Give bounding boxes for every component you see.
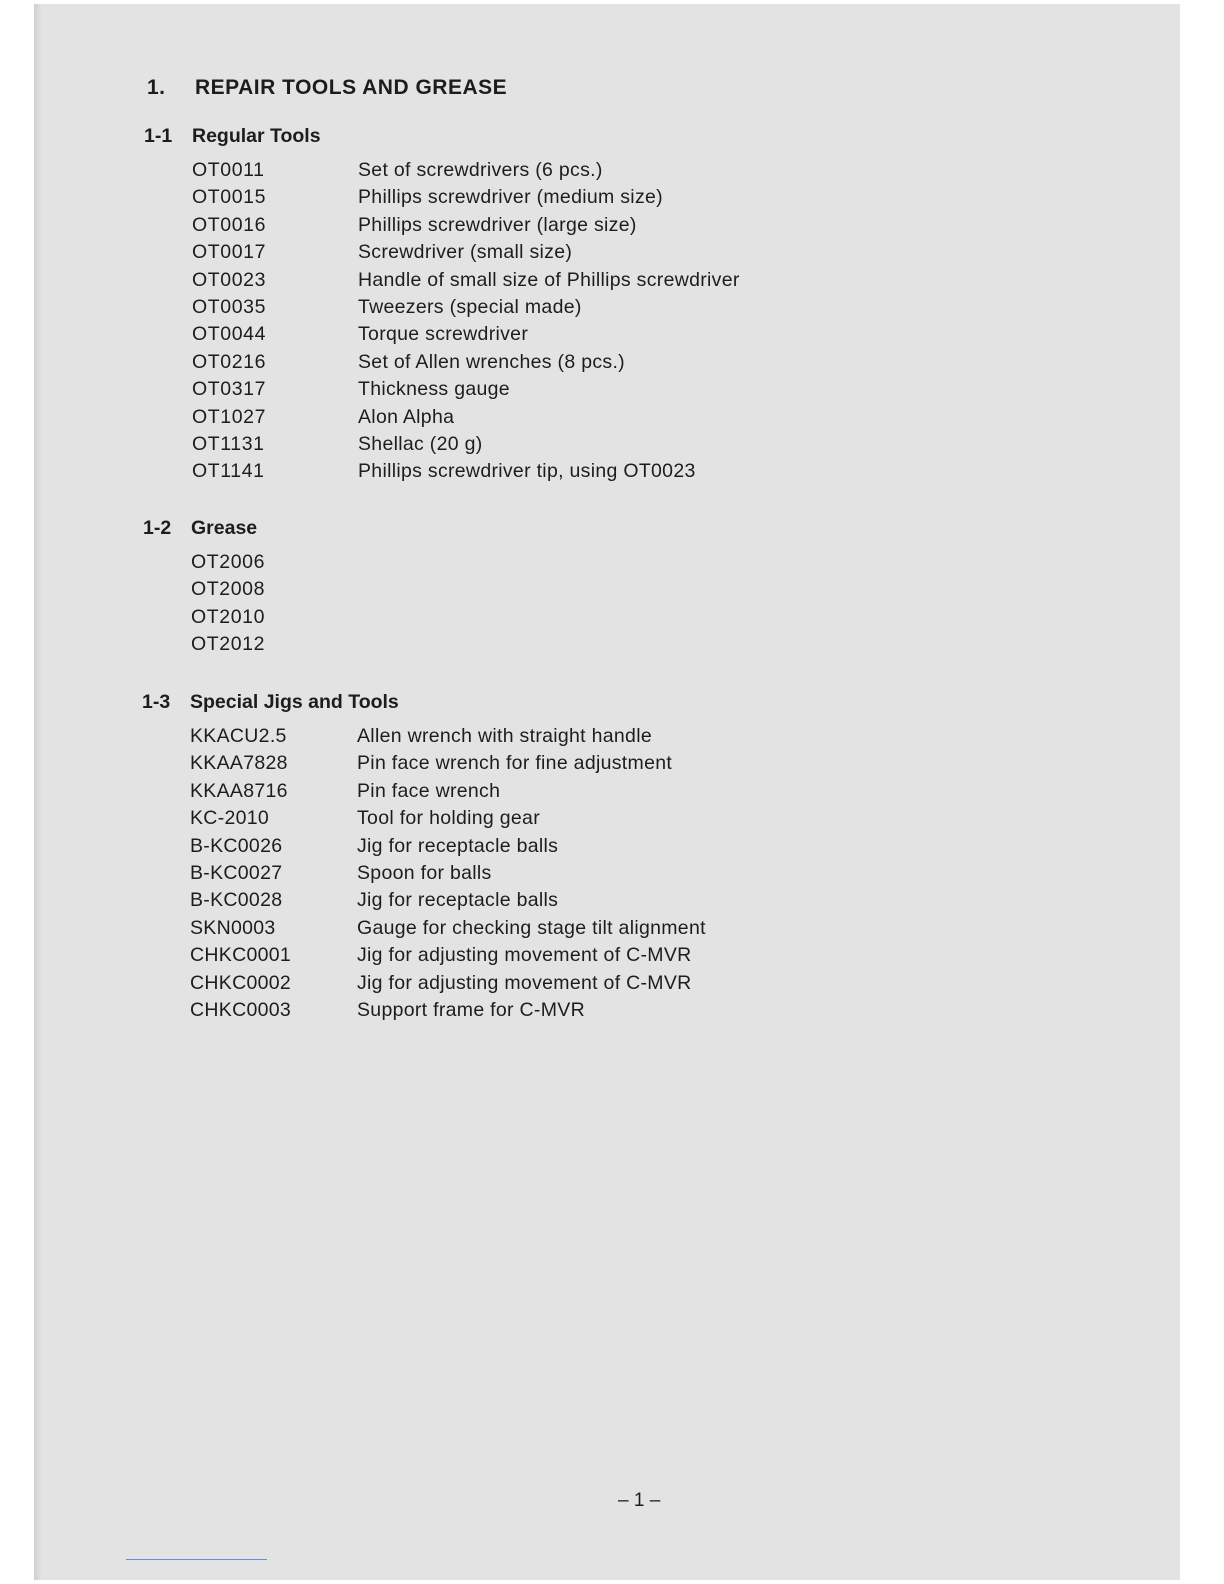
part-code: OT0317 — [192, 378, 267, 401]
section-heading — [142, 687, 706, 717]
list-item — [144, 184, 740, 211]
list-item — [142, 970, 706, 997]
part-code: OT0035 — [192, 295, 267, 318]
part-description: Phillips screwdriver tip, using OT0023 — [358, 460, 696, 483]
section-grease — [143, 513, 357, 659]
page-title-text: REPAIR TOOLS AND GREASE — [195, 76, 508, 99]
part-code: OT2012 — [191, 633, 266, 656]
part-code: KKACU2.5 — [190, 725, 287, 747]
section-title: Regular Tools — [192, 125, 321, 147]
part-code: SKN0003 — [190, 916, 276, 939]
part-code: OT0015 — [192, 186, 267, 209]
part-description: Tweezers (special made) — [358, 295, 582, 318]
list-item — [144, 404, 740, 431]
part-code: OT1027 — [192, 405, 267, 428]
list-item — [142, 887, 706, 914]
part-code: B-KC0028 — [190, 889, 283, 912]
part-code: OT0016 — [192, 213, 267, 236]
list-item — [144, 239, 740, 266]
list-item — [143, 631, 357, 658]
page-number: – 1 – — [618, 1490, 661, 1511]
part-code: OT0044 — [192, 323, 267, 346]
section-special-jigs-and-tools — [142, 687, 706, 1024]
part-description: Tool for holding gear — [357, 807, 540, 830]
part-code: KC-2010 — [190, 807, 270, 830]
part-code: OT1141 — [192, 460, 265, 483]
list-item — [142, 833, 706, 860]
part-code: OT1131 — [192, 432, 265, 455]
list-item — [142, 942, 706, 969]
part-description: Screwdriver (small size) — [358, 241, 573, 264]
list-item — [144, 458, 740, 485]
part-description: Allen wrench with straight handle — [357, 725, 652, 747]
part-code: B-KC0027 — [190, 861, 283, 884]
list-item — [144, 321, 740, 348]
part-description: Alon Alpha — [358, 405, 455, 428]
part-code: OT0011 — [192, 159, 265, 181]
list-item — [144, 431, 740, 458]
document-body — [34, 4, 1180, 1580]
jig-list — [142, 723, 706, 1024]
section-number: 1-3 — [142, 691, 171, 713]
list-item — [142, 805, 706, 832]
section-title: Grease — [191, 517, 258, 539]
part-code: OT0216 — [192, 350, 267, 373]
part-description: Set of screwdrivers (6 pcs.) — [358, 159, 603, 181]
part-code: KKAA8716 — [190, 779, 288, 802]
part-code: KKAA7828 — [190, 752, 288, 775]
part-description: Pin face wrench — [357, 779, 501, 802]
part-description: Phillips screwdriver (medium size) — [358, 186, 663, 209]
part-description: Phillips screwdriver (large size) — [358, 213, 637, 236]
part-code: CHKC0003 — [190, 998, 292, 1021]
list-item — [144, 157, 740, 184]
tool-list — [144, 157, 740, 486]
part-code: OT0017 — [192, 241, 267, 264]
list-item — [143, 604, 357, 631]
list-item — [142, 915, 706, 942]
list-item — [144, 376, 740, 403]
part-code: OT2006 — [191, 551, 266, 573]
part-description: Shellac (20 g) — [358, 432, 483, 455]
link-underline — [126, 1559, 267, 1560]
page-title-number: 1. — [147, 76, 166, 99]
part-code: OT2010 — [191, 605, 266, 628]
section-title: Special Jigs and Tools — [190, 691, 399, 713]
part-code: CHKC0001 — [190, 944, 292, 967]
part-description: Gauge for checking stage tilt alignment — [357, 916, 706, 939]
part-description: Support frame for C-MVR — [357, 998, 585, 1021]
list-item — [142, 860, 706, 887]
part-description: Pin face wrench for fine adjustment — [357, 752, 673, 775]
page-title — [147, 76, 507, 100]
part-description: Jig for receptacle balls — [357, 889, 559, 912]
part-description: Jig for receptacle balls — [357, 834, 559, 857]
section-number: 1-2 — [143, 517, 172, 539]
list-item — [142, 750, 706, 777]
part-description: Handle of small size of Phillips screwdriver — [358, 268, 740, 291]
scanned-page — [34, 4, 1180, 1580]
list-item — [144, 267, 740, 294]
section-number: 1-1 — [144, 125, 173, 147]
part-description: Thickness gauge — [358, 378, 510, 401]
part-description: Set of Allen wrenches (8 pcs.) — [358, 350, 625, 373]
part-description: Spoon for balls — [357, 861, 492, 884]
list-item — [143, 576, 357, 603]
part-code: OT0023 — [192, 268, 267, 291]
part-description: Torque screwdriver — [358, 323, 529, 346]
list-item — [143, 549, 357, 576]
list-item — [144, 212, 740, 239]
part-code: OT2008 — [191, 578, 266, 601]
list-item — [142, 997, 706, 1024]
list-item — [144, 349, 740, 376]
part-description: Jig for adjusting movement of C-MVR — [357, 971, 692, 994]
section-heading — [144, 121, 740, 151]
section-heading — [143, 513, 357, 543]
section-regular-tools — [144, 121, 740, 486]
part-code: CHKC0002 — [190, 971, 292, 994]
list-item — [144, 294, 740, 321]
part-code: B-KC0026 — [190, 834, 283, 857]
grease-list — [143, 549, 357, 659]
list-item — [142, 723, 706, 750]
list-item — [142, 778, 706, 805]
part-description: Jig for adjusting movement of C-MVR — [357, 944, 692, 967]
